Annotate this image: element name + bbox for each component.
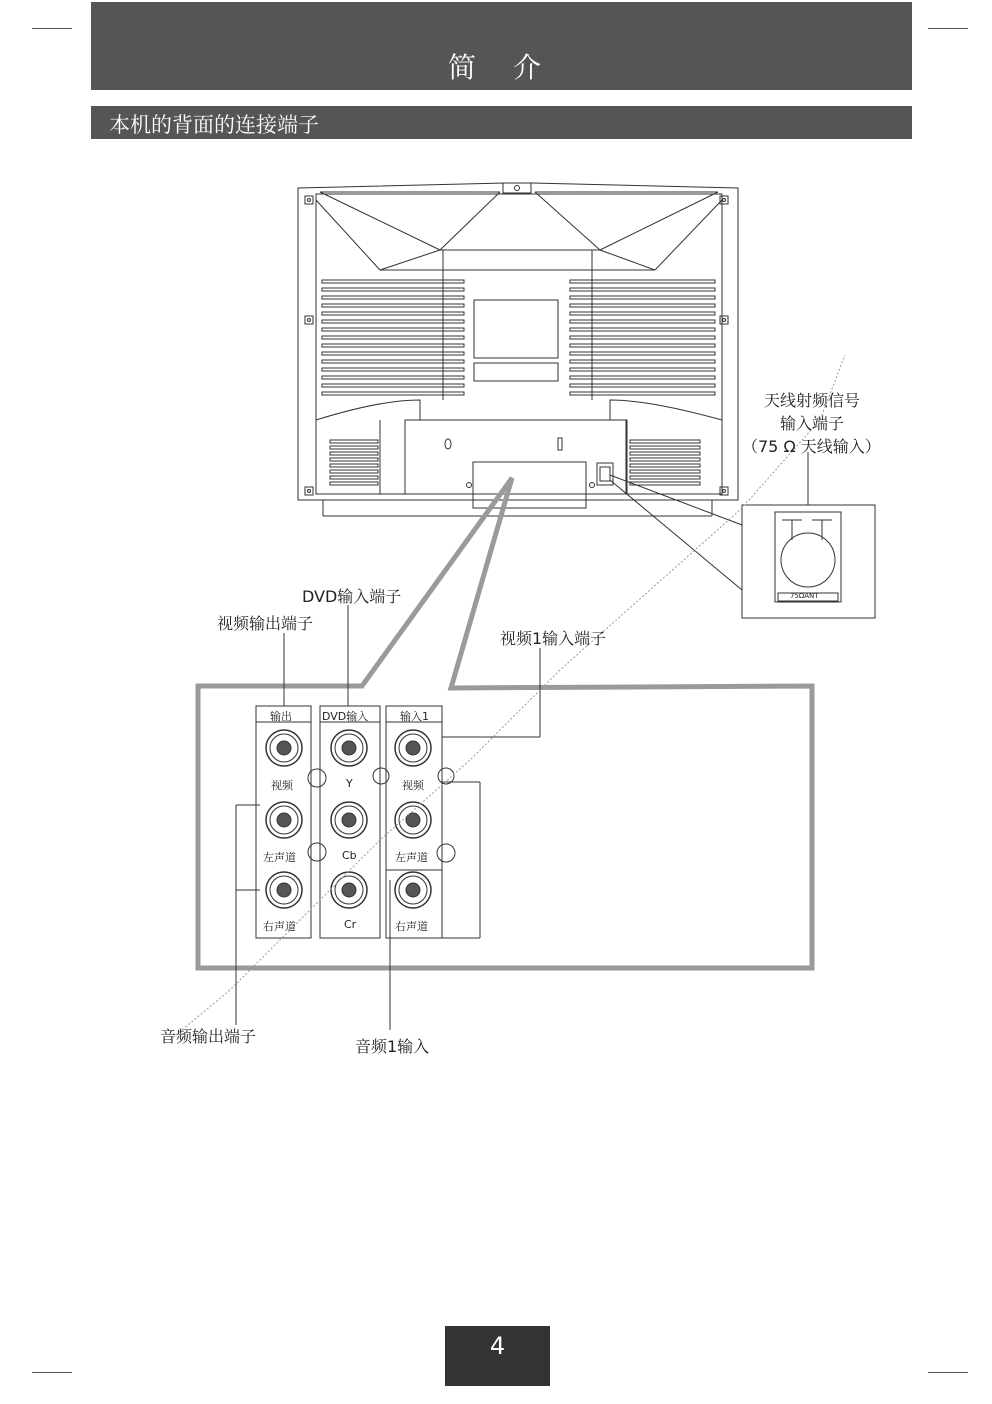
jack-label: 左声道 [263, 851, 296, 864]
jack-label: Cr [344, 918, 357, 931]
section-title: 本机的背面的连接端子 [109, 113, 319, 137]
rca-jack [331, 802, 367, 838]
vent-slot [330, 446, 378, 449]
vent-slot [330, 440, 378, 443]
vent-slot [630, 482, 700, 485]
vent-slot [330, 464, 378, 467]
rca-jack [266, 730, 302, 766]
audio-output-callout: 音频输出端子 [160, 1027, 257, 1046]
jack-label: 视频 [402, 779, 424, 792]
antenna-label-line2: 输入端子 [780, 414, 845, 433]
group-header-dvd-input: DVD输入 [322, 710, 369, 723]
rca-jack [395, 730, 431, 766]
rca-jack [331, 872, 367, 908]
rca-jack [331, 730, 367, 766]
jack-label: 右声道 [263, 920, 296, 933]
jack-label: 右声道 [395, 920, 428, 933]
vent-slot [330, 470, 378, 473]
audio1-input-callout: 音频1输入 [355, 1037, 430, 1056]
rca-jack [266, 802, 302, 838]
vent-slot [630, 476, 700, 479]
page-number: 4 [489, 1332, 506, 1360]
video1-input-callout: 视频1输入端子 [500, 629, 607, 648]
video-output-callout: 视频输出端子 [217, 614, 314, 633]
rca-jack [395, 802, 431, 838]
rca-jack [266, 872, 302, 908]
jack-label: Y [346, 777, 353, 790]
antenna-label-line3: （75 Ω 天线输入） [742, 437, 881, 456]
group-header-input1: 输入1 [400, 710, 429, 723]
dvd-input-callout: DVD输入端子 [302, 587, 402, 606]
page-title: 简 介 [448, 51, 555, 84]
jack-label: Cb [342, 849, 357, 862]
jack-label: 视频 [271, 779, 293, 792]
vent-slot [330, 476, 378, 479]
vent-slot [330, 452, 378, 455]
vent-slot [330, 482, 378, 485]
vent-slot [630, 458, 700, 461]
vent-slot [630, 440, 700, 443]
watermark [170, 355, 845, 1040]
antenna-label-line1: 天线射频信号 [764, 391, 861, 410]
group-header-output: 输出 [270, 710, 292, 723]
antenna-jack-label: 75ΩANT [790, 592, 819, 600]
vent-slot [630, 446, 700, 449]
rca-jack [395, 872, 431, 908]
vent-slot [630, 464, 700, 467]
page-number-box [445, 1326, 550, 1386]
vent-slot [330, 458, 378, 461]
jack-label: 左声道 [395, 851, 428, 864]
vent-slot [630, 452, 700, 455]
vent-slot [630, 470, 700, 473]
